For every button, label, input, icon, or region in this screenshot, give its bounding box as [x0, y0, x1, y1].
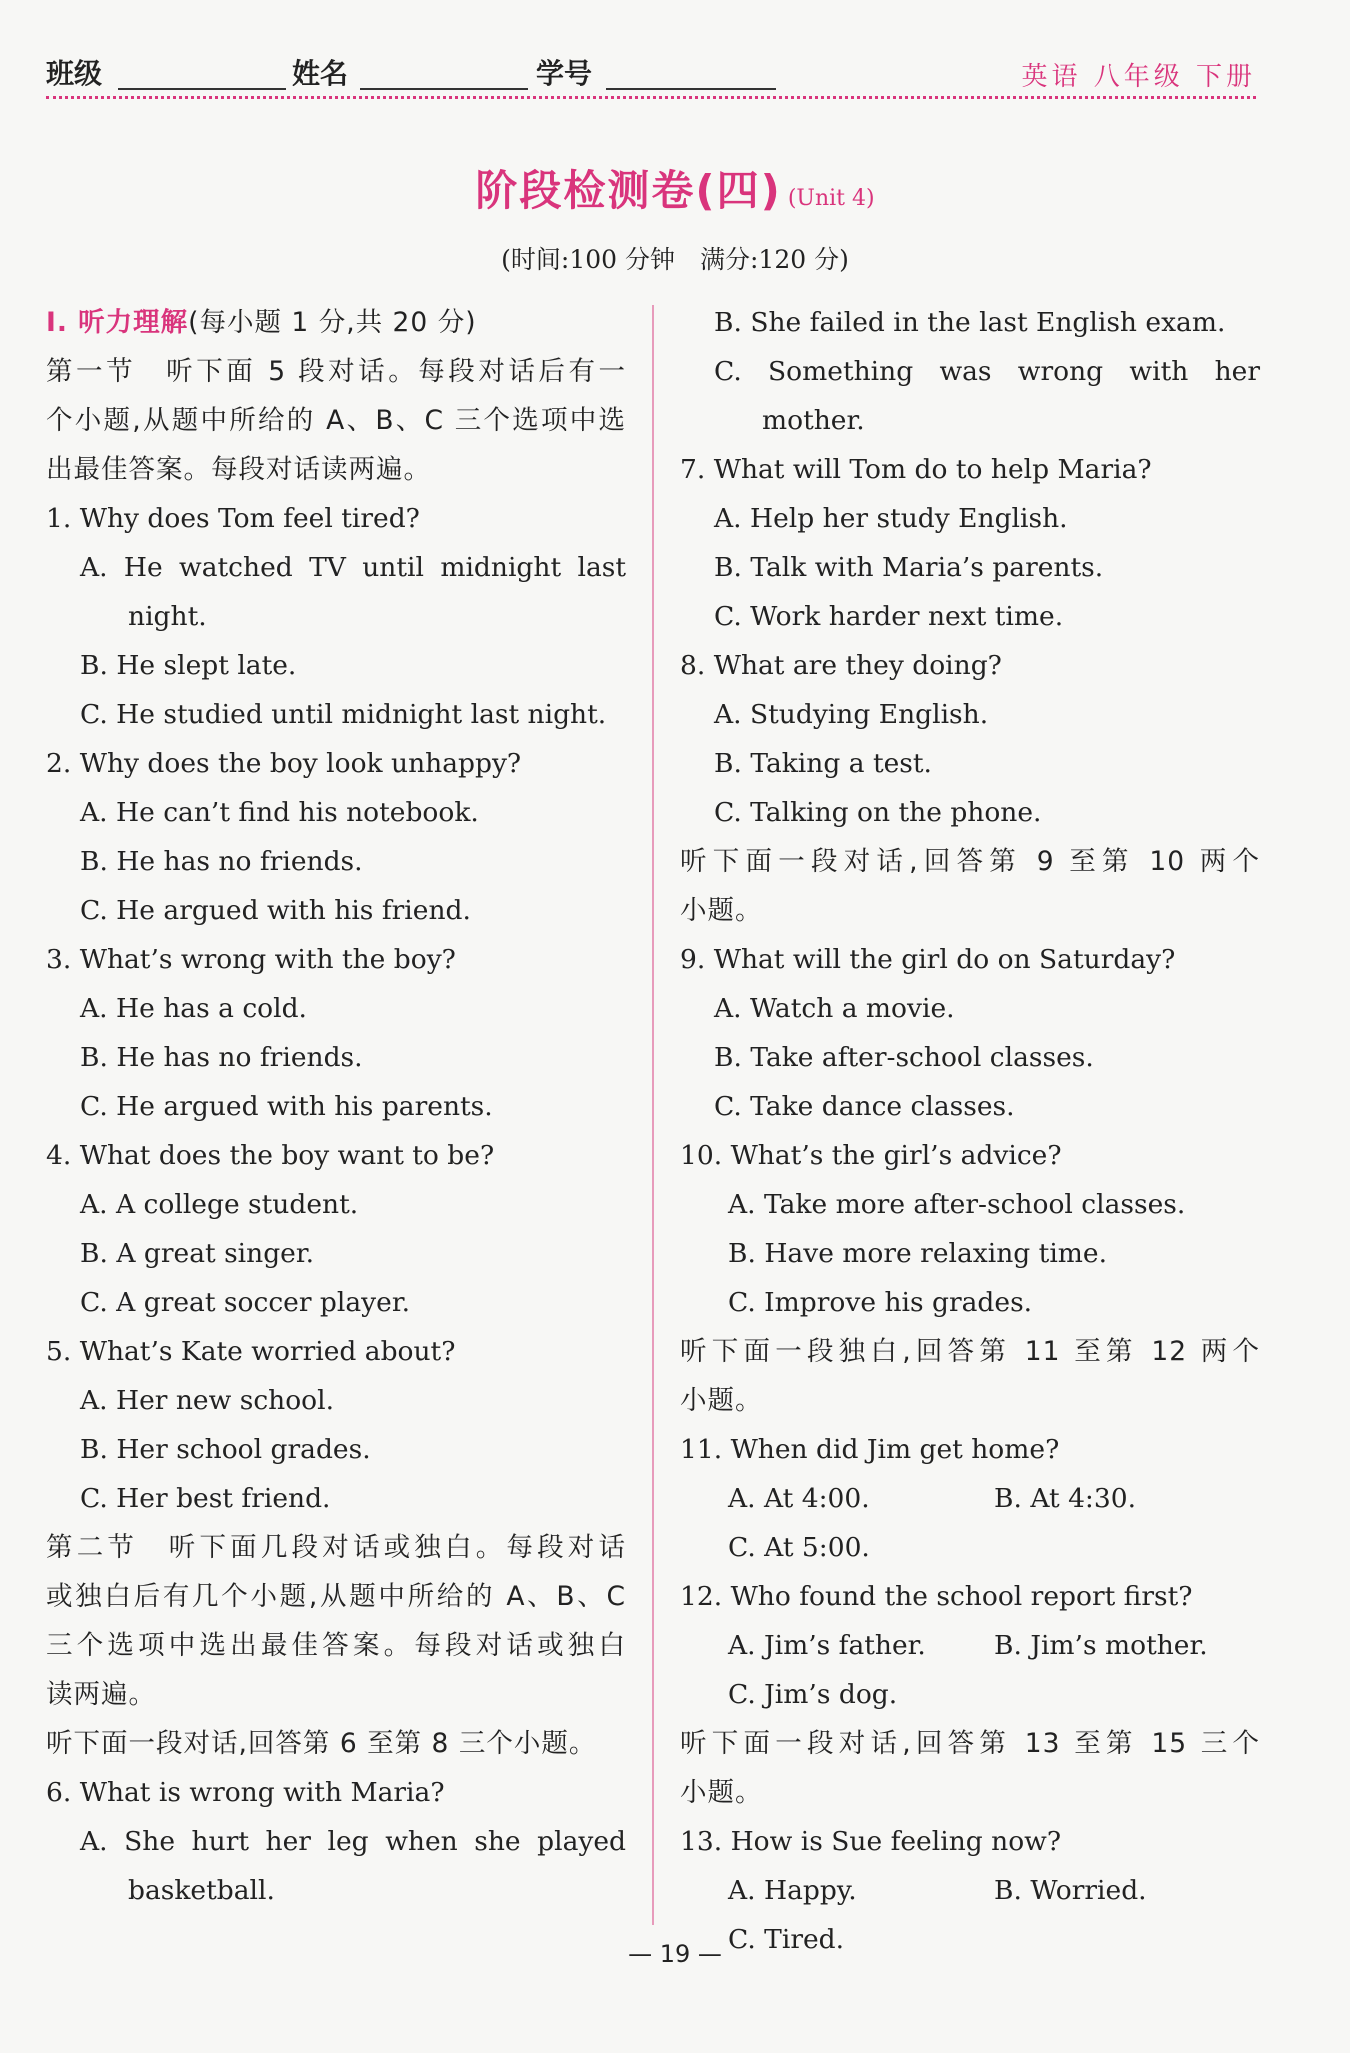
q10-stem: 10. What’s the girl’s advice? [680, 1140, 1062, 1171]
q12-option-c: C. Jim’s dog. [728, 1679, 898, 1710]
q5-option-b: B. Her school grades. [80, 1434, 371, 1465]
q2-option-a: A. He can’t find his notebook. [80, 797, 479, 828]
column-divider [652, 305, 654, 1925]
q8-option-a: A. Studying English. [714, 699, 989, 730]
q13-option-b: B. Worried. [994, 1875, 1147, 1906]
q2-stem: 2. Why does the boy look unhappy? [46, 748, 522, 779]
title-block [0, 158, 1350, 218]
book-label: 英语 八年级 下册 [1021, 62, 1256, 92]
time-score-line: (时间:100 分钟 满分:120 分) [501, 245, 849, 274]
part1-instruction-1: 第一节 听下面 5 段对话。每段对话后有一 [46, 356, 626, 387]
q1-stem: 1. Why does Tom feel tired? [46, 503, 420, 534]
q13-option-a: A. Happy. [728, 1875, 857, 1906]
q12-options-row [680, 1621, 1260, 1670]
instruction-q13-15-cont: 小题。 [680, 1777, 763, 1808]
unit-label: (Unit 4) [787, 186, 875, 211]
q10-option-a: A. Take more after-school classes. [728, 1189, 1186, 1220]
class-blank [118, 88, 286, 90]
q4-option-c: C. A great soccer player. [80, 1287, 411, 1318]
q5-option-c: C. Her best friend. [80, 1483, 331, 1514]
instruction-q13-15: 听下面一段对话,回答第 13 至第 15 三个 [680, 1728, 1260, 1759]
q5-option-a: A. Her new school. [80, 1385, 335, 1416]
q9-option-b: B. Take after-school classes. [714, 1042, 1094, 1073]
q8-option-c: C. Talking on the phone. [714, 797, 1042, 828]
q2-option-b: B. He has no friends. [80, 846, 363, 877]
q1-option-b: B. He slept late. [80, 650, 297, 681]
q10-option-c: C. Improve his grades. [728, 1287, 1033, 1318]
instruction-q11-12-cont: 小题。 [680, 1385, 763, 1416]
part2-instruction-4: 读两遍。 [46, 1679, 156, 1710]
right-column [680, 298, 1260, 1964]
header-divider [46, 96, 1256, 99]
part2-instruction-1: 第二节 听下面几段对话或独白。每段对话 [46, 1532, 626, 1563]
q8-option-b: B. Taking a test. [714, 748, 932, 779]
page-number: — 19 — [628, 1940, 722, 1968]
q11-option-a: A. At 4:00. [728, 1483, 870, 1514]
q13-option-c: C. Tired. [728, 1924, 845, 1955]
part2-instruction-2: 或独白后有几个小题,从题中所给的 A、B、C [46, 1581, 626, 1612]
section-heading [46, 298, 626, 347]
q12-option-b: B. Jim’s mother. [994, 1630, 1208, 1661]
q3-option-b: B. He has no friends. [80, 1042, 363, 1073]
name-blank [360, 88, 528, 90]
q1-option-c: C. He studied until midnight last night. [80, 699, 607, 730]
q6-option-b: B. She failed in the last English exam. [714, 307, 1226, 338]
part2-instruction-3: 三个选项中选出最佳答案。每段对话或独白 [46, 1630, 626, 1661]
section-note: (每小题 1 分,共 20 分) [188, 307, 477, 338]
q1-option-a: A. He watched TV until midnight last [80, 552, 626, 583]
q4-stem: 4. What does the boy want to be? [46, 1140, 495, 1171]
instruction-q6-8: 听下面一段对话,回答第 6 至第 8 三个小题。 [46, 1728, 597, 1759]
q8-stem: 8. What are they doing? [680, 650, 1002, 681]
q11-option-b: B. At 4:30. [994, 1483, 1136, 1514]
q4-option-a: A. A college student. [80, 1189, 359, 1220]
q5-stem: 5. What’s Kate worried about? [46, 1336, 456, 1367]
left-column [46, 298, 626, 1915]
instruction-q9-10-cont: 小题。 [680, 895, 763, 926]
section-number: Ⅰ. 听力理解 [46, 307, 189, 338]
q6-option-a-cont: basketball. [128, 1875, 275, 1906]
q9-stem: 9. What will the girl do on Saturday? [680, 944, 1176, 975]
instruction-q9-10: 听下面一段对话,回答第 9 至第 10 两个 [680, 846, 1260, 877]
q10-option-b: B. Have more relaxing time. [728, 1238, 1108, 1269]
q9-option-a: A. Watch a movie. [714, 993, 955, 1024]
q6-option-c-cont: mother. [762, 405, 865, 436]
q2-option-c: C. He argued with his friend. [80, 895, 471, 926]
page-title: 阶段检测卷(四) [475, 166, 782, 215]
q6-option-a: A. She hurt her leg when she played [80, 1826, 626, 1857]
part1-instruction-3: 出最佳答案。每段对话读两遍。 [46, 454, 431, 485]
q6-stem: 6. What is wrong with Maria? [46, 1777, 445, 1808]
q12-option-a: A. Jim’s father. [728, 1630, 926, 1661]
q7-stem: 7. What will Tom do to help Maria? [680, 454, 1152, 485]
q1-option-a-cont: night. [128, 601, 207, 632]
q11-options-row [680, 1474, 1260, 1523]
id-blank [606, 88, 776, 90]
q12-stem: 12. Who found the school report first? [680, 1581, 1193, 1612]
q3-option-a: A. He has a cold. [80, 993, 307, 1024]
q6-option-c: C. Something was wrong with her [714, 356, 1260, 387]
id-label: 学号 [536, 57, 593, 90]
q13-options-row [680, 1866, 1260, 1915]
q9-option-c: C. Take dance classes. [714, 1091, 1015, 1122]
q11-stem: 11. When did Jim get home? [680, 1434, 1060, 1465]
q4-option-b: B. A great singer. [80, 1238, 315, 1269]
q3-option-c: C. He argued with his parents. [80, 1091, 493, 1122]
name-label: 姓名 [292, 57, 349, 90]
q11-option-c: C. At 5:00. [728, 1532, 870, 1563]
instruction-q11-12: 听下面一段独白,回答第 11 至第 12 两个 [680, 1336, 1260, 1367]
part1-instruction-2: 个小题,从题中所给的 A、B、C 三个选项中选 [46, 405, 626, 436]
q13-stem: 13. How is Sue feeling now? [680, 1826, 1062, 1857]
q3-stem: 3. What’s wrong with the boy? [46, 944, 456, 975]
class-label: 班级 [46, 57, 103, 90]
q7-option-b: B. Talk with Maria’s parents. [714, 552, 1104, 583]
q7-option-a: A. Help her study English. [714, 503, 1068, 534]
q7-option-c: C. Work harder next time. [714, 601, 1064, 632]
page-header [46, 50, 1256, 100]
